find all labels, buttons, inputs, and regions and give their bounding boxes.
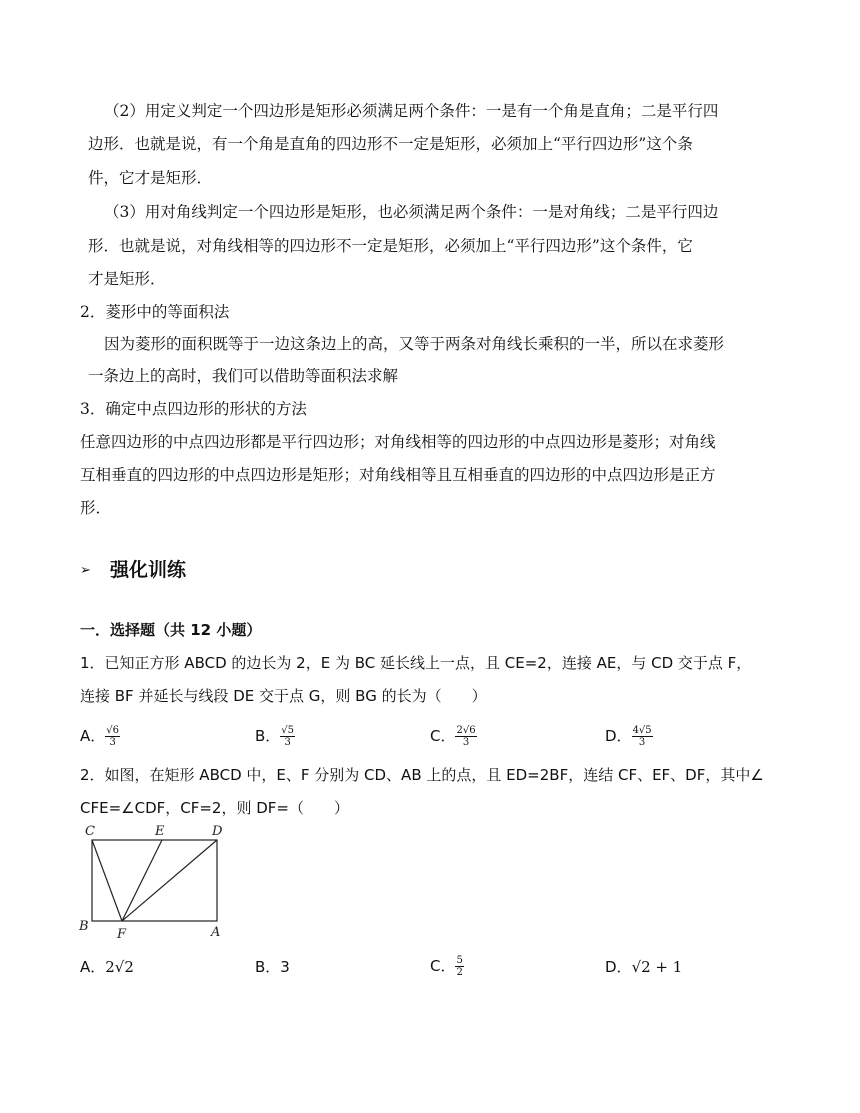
q1-option-d[interactable]: [605, 725, 653, 748]
label-c: C: [85, 824, 95, 839]
label-d: D: [212, 824, 223, 839]
q1-option-d-fraction: $\frac{4√5}{3}$: [632, 725, 652, 748]
section-title: 强化训练: [110, 559, 187, 581]
item2-line2: 一条边上的高时，我们可以借助等面积法求解: [88, 367, 399, 385]
segment-cf: [92, 840, 122, 921]
q2-option-b-value: 3: [280, 958, 290, 976]
q1-line1: 1．已知正方形 ABCD 的边长为 2，E 为 BC 延长线上一点，且 CE=2，连接 AE，与 CD 交于点 F，: [80, 654, 752, 672]
q1-option-d-label: D．: [605, 727, 632, 745]
theory-p2-line1: （2）用定义判定一个四边形是矩形必须满足两个条件：一是有一个角是直角；二是平行四: [104, 102, 719, 120]
q2-line2: CFE=∠CDF，CF=2，则 DF=（ ）: [80, 799, 349, 817]
section-subtitle: 一．选择题（共 12 小题）: [80, 621, 262, 639]
item3-title: 3．确定中点四边形的形状的方法: [80, 400, 307, 418]
q2-option-a[interactable]: [80, 957, 134, 977]
label-a: A: [211, 925, 221, 940]
q2-option-b[interactable]: [255, 957, 290, 977]
q1-option-b[interactable]: [255, 725, 295, 748]
q2-option-d[interactable]: [605, 957, 682, 977]
item2-line1: 因为菱形的面积既等于一边这条边上的高，又等于两条对角线长乘积的一半，所以在求菱形: [104, 335, 725, 353]
q2-rectangle-figure: [75, 820, 235, 945]
bullet-arrow-icon: ➢: [80, 563, 91, 578]
q1-option-c-label: C．: [430, 727, 456, 745]
theory-p2-line3: 件，它才是矩形．: [88, 169, 213, 187]
q2-option-b-label: B．: [255, 958, 281, 976]
q2-option-c-fraction: $\frac{5}{2}$: [456, 955, 463, 978]
theory-p3-line3: 才是矩形．: [88, 270, 166, 288]
q1-line2: 连接 BF 并延长与线段 DE 交于点 G，则 BG 的长为（ ）: [80, 687, 487, 705]
q1-option-a-label: A．: [80, 727, 106, 745]
item3-line1: 任意四边形的中点四边形都是平行四边形；对角线相等的四边形的中点四边形是菱形；对角线: [80, 433, 716, 451]
q2-option-c-label: C．: [430, 957, 456, 975]
rectangle-abcd: [92, 840, 217, 921]
theory-p2-line2: 边形．也就是说，有一个角是直角的四边形不一定是矩形，必须加上“平行四边形”这个条: [88, 135, 693, 153]
theory-p3-line2: 形．也就是说，对角线相等的四边形不一定是矩形，必须加上“平行四边形”这个条件，它: [88, 237, 693, 255]
segment-ef: [122, 840, 162, 921]
q1-option-b-fraction: $\frac{√5}{3}$: [281, 725, 295, 748]
q1-option-a[interactable]: [80, 725, 120, 748]
item3-line3: 形．: [80, 499, 112, 517]
q2-option-d-label: D．: [605, 958, 632, 976]
theory-p3-line1: （3）用对角线判定一个四边形是矩形，也必须满足两个条件：一是对角线；二是平行四边: [104, 203, 719, 221]
segment-df: [122, 840, 217, 921]
q1-option-c[interactable]: [430, 725, 477, 748]
item2-title: 2．菱形中的等面积法: [80, 303, 230, 321]
q2-option-c[interactable]: [430, 955, 464, 978]
q2-option-a-value: 2√2: [105, 958, 134, 976]
label-e: E: [155, 824, 165, 839]
q2-line1: 2．如图，在矩形 ABCD 中，E、F 分别为 CD、AB 上的点，且 ED=2BF，连结 CF、EF、DF，其中∠: [80, 766, 764, 784]
q2-option-d-value: √2 + 1: [631, 958, 683, 976]
label-b: B: [79, 919, 89, 934]
q2-option-a-label: A．: [80, 958, 106, 976]
q1-option-c-fraction: $\frac{2√6}{3}$: [456, 725, 476, 748]
q1-option-a-fraction: $\frac{√6}{3}$: [106, 725, 119, 748]
label-f: F: [117, 927, 127, 942]
q1-option-b-label: B．: [255, 727, 281, 745]
item3-line2: 互相垂直的四边形的中点四边形是矩形；对角线相等且互相垂直的四边形的中点四边形是正方: [80, 466, 716, 484]
